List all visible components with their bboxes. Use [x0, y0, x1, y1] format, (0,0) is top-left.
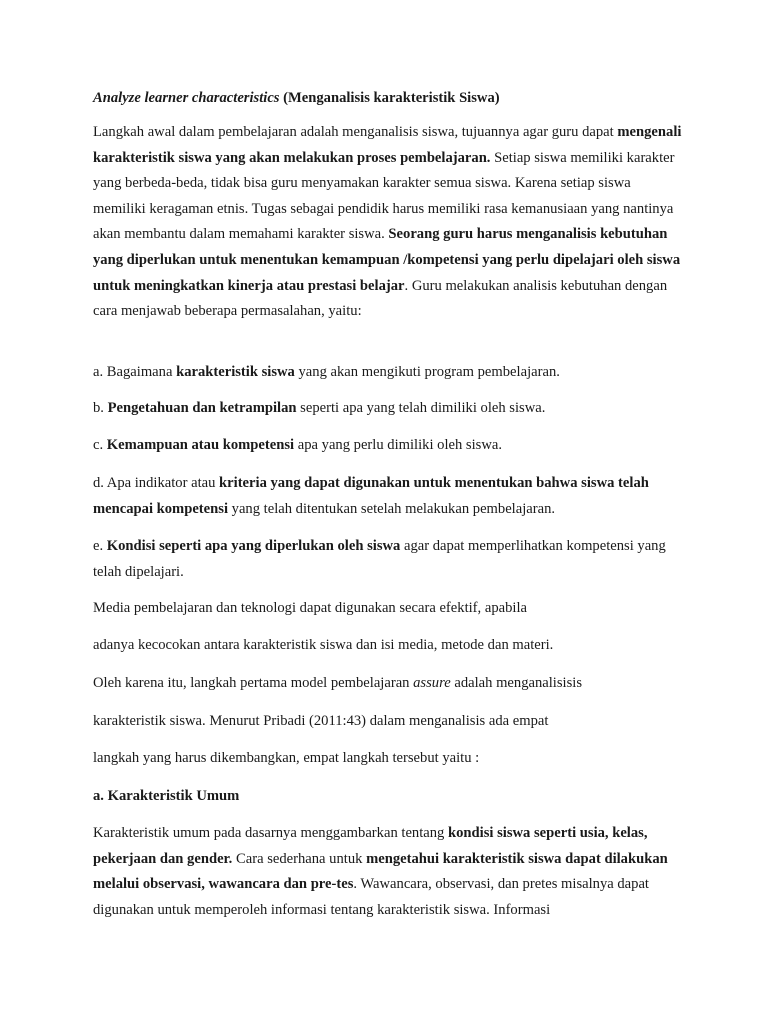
oleh-line-3: langkah yang harus dikembangkan, empat langkah tersebut yaitu : [93, 750, 480, 766]
bold-span: Seorang guru harus menganalisis kebutuhan yang diperlukan untuk menentukan kemampuan /kompetensi yang perlu dipelajari oleh siswa untuk meningkatkan kinerja atau prestasi belajar [93, 226, 681, 294]
bold-span: mengetahui karakteristik siswa dapat dilakukan melalui observasi, wawancara dan pre-tes [93, 850, 668, 893]
subheading-text: a. Karakteristik Umum [93, 788, 240, 804]
title-rest: (Menganalisis karakteristik Siswa) [279, 90, 500, 106]
list-item-c [93, 433, 683, 459]
text-span: c. [93, 437, 107, 453]
oleh-line-2: karakteristik siswa. Menurut Pribadi (2011:43) dalam menganalisis ada empat [93, 713, 549, 729]
title-italic: Analyze learner characteristics [93, 90, 280, 106]
text-span: Langkah awal dalam pembelajaran adalah menganalisis siswa, tujuannya agar guru dapat [93, 124, 618, 140]
bold-span: kriteria yang dapat digunakan untuk menentukan bahwa siswa telah mencapai kompetensi [93, 475, 649, 517]
text-span: Oleh karena itu, langkah pertama model pembelajaran [93, 675, 414, 691]
text-span: yang akan mengikuti program pembelajaran. [294, 364, 560, 380]
list-item-b [93, 396, 683, 422]
text-span: . Guru melakukan analisis kebutuhan dengan cara menjawab beberapa permasalahan, yaitu: [93, 277, 668, 320]
italic-span: assure [413, 675, 451, 691]
general-characteristics-paragraph [93, 821, 683, 923]
bold-span: Kemampuan atau kompetensi [106, 437, 295, 453]
text-span: adalah menganalisisis [450, 675, 583, 691]
subheading [93, 784, 683, 810]
list-item-e [93, 534, 683, 585]
text-span: e. [93, 538, 107, 554]
bold-span: Pengetahuan dan ketrampilan [107, 400, 297, 416]
text-span: Cara sederhana untuk [232, 850, 367, 867]
bold-span: kondisi siswa seperti usia, kelas, pekerjaan dan gender. [93, 825, 648, 867]
list-item-d [93, 471, 683, 522]
text-span: seperti apa yang telah dimiliki oleh siswa. [296, 400, 546, 416]
text-span: apa yang perlu dimiliki oleh siswa. [294, 437, 503, 453]
bold-span: Kondisi seperti apa yang diperlukan oleh siswa [106, 538, 401, 554]
oleh-line-1 [93, 671, 683, 697]
text-span: Setiap siswa memiliki karakter yang berbeda-beda, tidak bisa guru menyamakan karakter semua siswa. Karena setiap siswa memiliki keragaman etnis. Tugas sebagai pendidik harus memiliki rasa kemanusiaan yang nantinya akan membantu dalam memahami karakter siswa. [93, 149, 675, 243]
text-span: agar dapat memperlihatkan kompetensi yang telah dipelajari. [93, 538, 666, 580]
bold-span: mengenali karakteristik siswa yang akan melakukan proses pembelajaran. [93, 124, 682, 166]
text-span: . Wawancara, observasi, dan pretes misalnya dapat digunakan untuk memperoleh informasi tentang karakteristik siswa. Informasi [93, 876, 649, 918]
text-span: a. Bagaimana [93, 364, 177, 380]
text-span: d. Apa indikator atau [93, 475, 220, 491]
list-item-a [93, 360, 683, 386]
media-line-2: adanya kecocokan antara karakteristik siswa dan isi media, metode dan materi. [93, 637, 554, 653]
text-span: Karakteristik umum pada dasarnya menggambarkan tentang [93, 825, 448, 841]
text-span: b. [93, 400, 108, 416]
text-span: yang telah ditentukan setelah melakukan pembelajaran. [228, 500, 556, 517]
intro-paragraph [93, 120, 683, 325]
section-title [93, 86, 683, 112]
bold-span: karakteristik siswa [176, 364, 295, 380]
media-line-1: Media pembelajaran dan teknologi dapat digunakan secara efektif, apabila [93, 600, 527, 616]
